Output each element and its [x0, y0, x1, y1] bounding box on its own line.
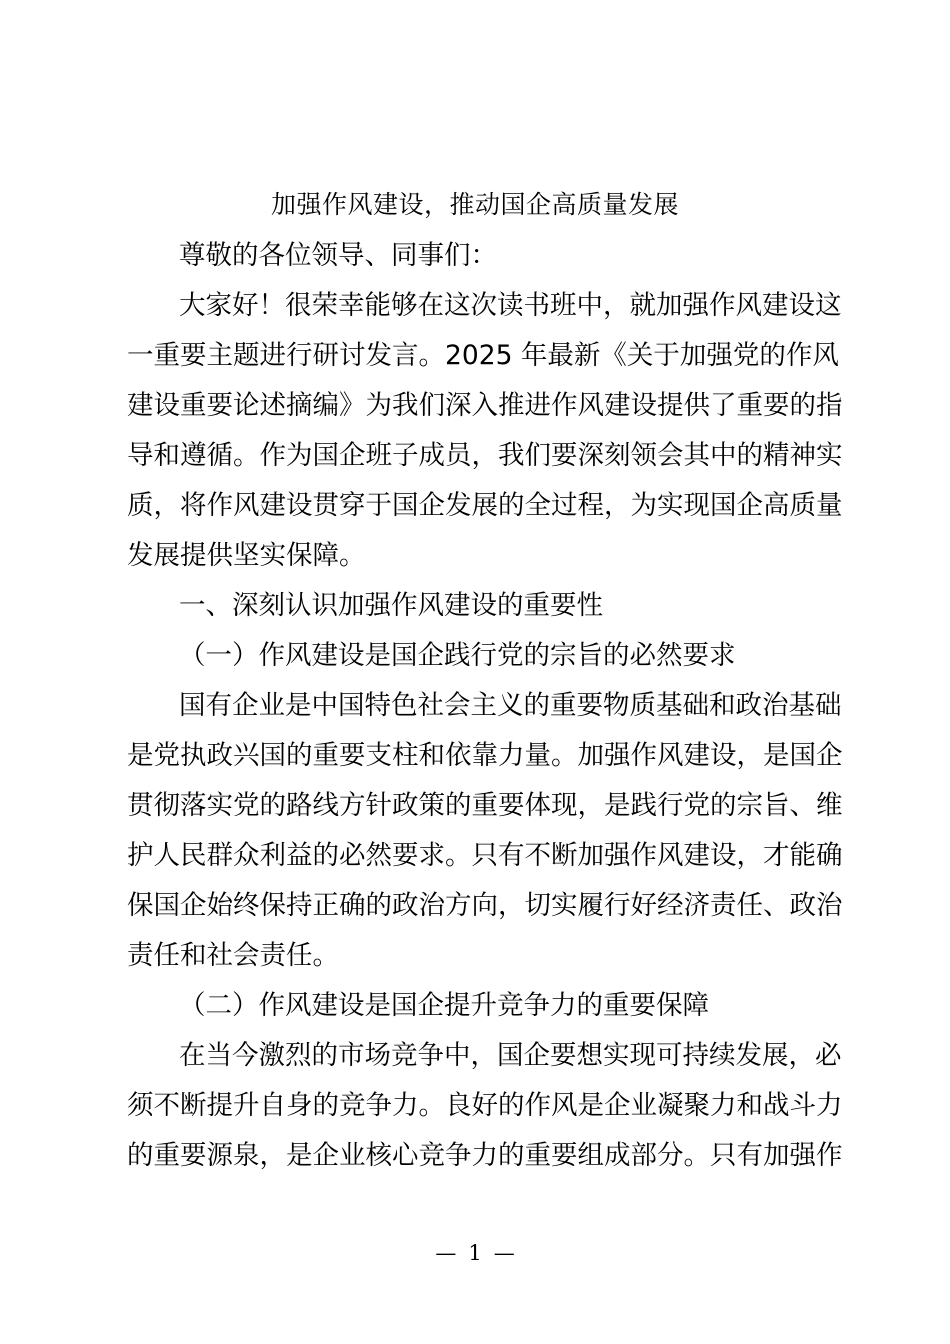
paragraph-line: 须不断提升自身的竞争力。良好的作风是企业凝聚力和战斗力 — [127, 1090, 843, 1121]
paragraph-line: 贯彻落实党的路线方针政策的重要体现，是践行党的宗旨、维 — [127, 790, 843, 821]
paragraph-line: 导和遵循。作为国企班子成员，我们要深刻领会其中的精神实 — [127, 440, 843, 471]
page-footer — [0, 1238, 950, 1268]
paragraph-line: 一重要主题进行研讨发言。2025 年最新《关于加强党的作风 — [127, 340, 839, 371]
paragraph-line: 是党执政兴国的重要支柱和依靠力量。加强作风建设，是国企 — [127, 740, 843, 771]
document-title: 加强作风建设，推动国企高质量发展 — [270, 190, 679, 219]
paragraph-line: 护人民群众利益的必然要求。只有不断加强作风建设，才能确 — [127, 840, 843, 871]
footer-dash-left: — — [435, 1241, 457, 1265]
salutation-line: 尊敬的各位领导、同事们： — [179, 240, 497, 271]
paragraph-line: 建设重要论述摘编》为我们深入推进作风建设提供了重要的指 — [127, 390, 843, 421]
paragraph-line: 发展提供坚实保障。 — [127, 540, 366, 571]
paragraph-line: 大家好！很荣幸能够在这次读书班中，就加强作风建设这 — [179, 290, 842, 321]
paragraph-line: 责任和社会责任。 — [127, 940, 339, 971]
subsection-heading: （二）作风建设是国企提升竞争力的重要保障 — [179, 990, 709, 1021]
footer-dash-right: — — [493, 1241, 515, 1265]
page-number: 1 — [468, 1241, 482, 1265]
paragraph-line: 保国企始终保持正确的政治方向，切实履行好经济责任、政治 — [127, 890, 843, 921]
paragraph-line: 质，将作风建设贯穿于国企发展的全过程，为实现国企高质量 — [127, 490, 843, 521]
subsection-heading: （一）作风建设是国企践行党的宗旨的必然要求 — [179, 640, 736, 671]
paragraph-line: 的重要源泉，是企业核心竞争力的重要组成部分。只有加强作 — [127, 1140, 843, 1171]
paragraph-line: 在当今激烈的市场竞争中，国企要想实现可持续发展，必 — [179, 1040, 842, 1071]
paragraph-line: 国有企业是中国特色社会主义的重要物质基础和政治基础 — [179, 690, 842, 721]
section-heading: 一、深刻认识加强作风建设的重要性 — [179, 590, 603, 621]
document-body — [127, 234, 843, 1184]
